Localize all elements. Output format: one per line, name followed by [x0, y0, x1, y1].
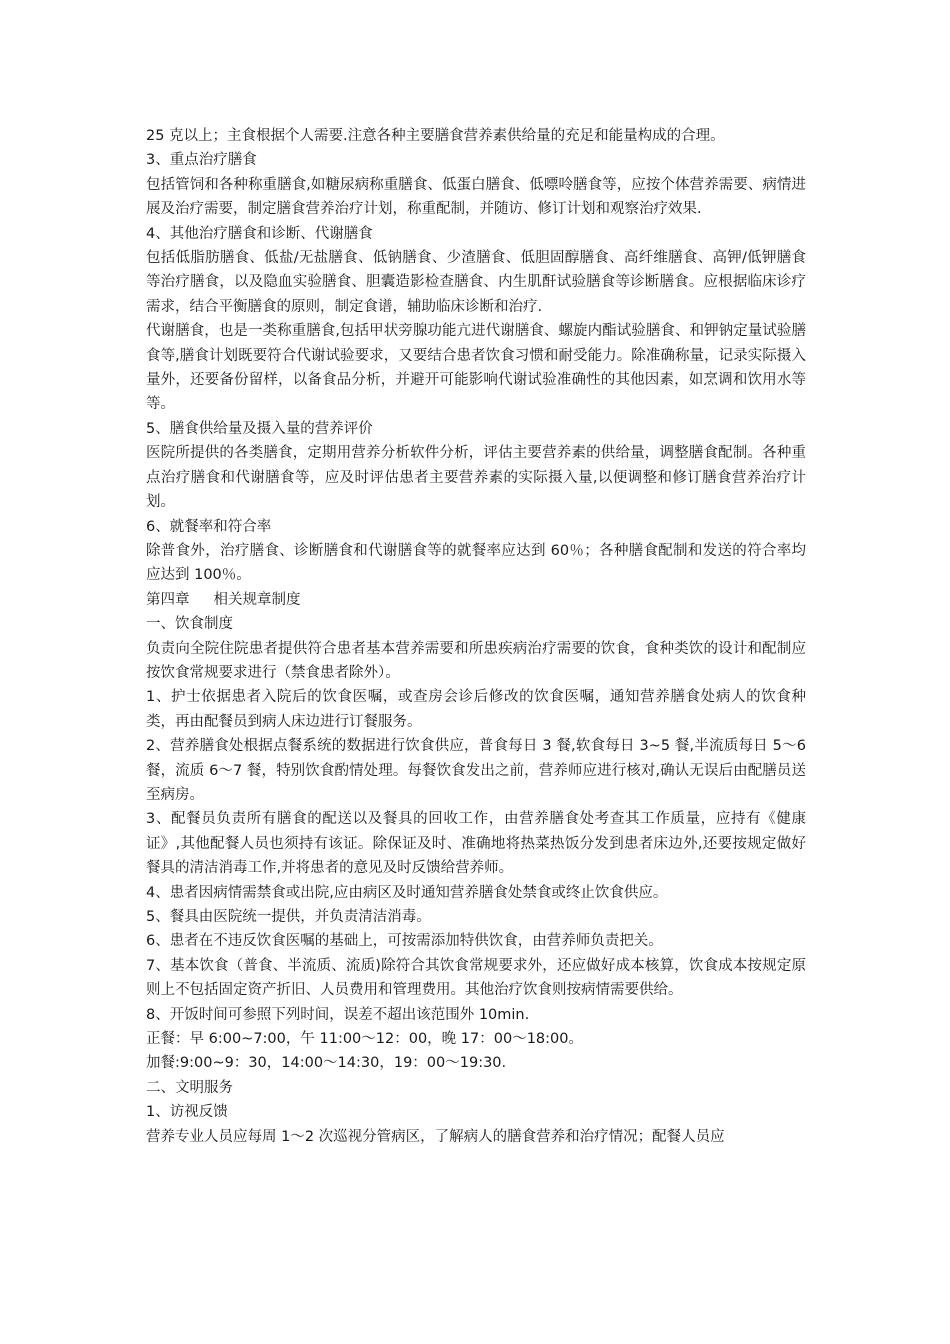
paragraph: 加餐:9:00~9：30，14:00～14:30，19：00～19:30. [146, 1055, 507, 1072]
section-heading: 6、就餐率和符合率 [146, 518, 272, 535]
section-heading: 3、重点治疗膳食 [146, 152, 257, 169]
paragraph: 2、营养膳食处根据点餐系统的数据进行饮食供应，普食每日 3 餐,软食每日 3~5 餐,半流质每日 5～6 餐，流质 6～7 餐，特别饮食酌情处理。每餐饮食发出之前，营养师应进行核对,确认无误后由配膳员送至病房。 [146, 738, 806, 803]
section-heading: 5、膳食供给量及摄入量的营养评价 [146, 420, 373, 437]
document-page [146, 124, 806, 1149]
section-heading: 一、饮食制度 [146, 616, 233, 633]
paragraph: 代谢膳食，也是一类称重膳食,包括甲状旁腺功能亢进代谢膳食、螺旋内酯试验膳食、和钾钠定量试验膳食等,膳食计划既要符合代谢试验要求，又要结合患者饮食习惯和耐受能力。除准确称量，记录实际摄入量外，还要备份留样，以备食品分析，并避开可能影响代谢试验准确性的其他因素，如烹调和饮用水等等。 [146, 323, 806, 413]
paragraph: 7、基本饮食（普食、半流质、流质)除符合其饮食常规要求外，还应做好成本核算，饮食成本按规定原则上不包括固定资产折旧、人员费用和管理费用。其他治疗饮食则按病情需要供给。 [146, 957, 806, 999]
paragraph: 医院所提供的各类膳食，定期用营养分析软件分析，评估主要营养素的供给量，调整膳食配制。各种重点治疗膳食和代谢膳食等，应及时评估患者主要营养素的实际摄入量,以便调整和修订膳食营养治疗计划。 [146, 445, 806, 511]
paragraph: 正餐：早 6:00~7:00，午 11:00～12：00，晚 17：00～18:00。 [146, 1031, 583, 1048]
section-heading: 二、文明服务 [146, 1079, 233, 1096]
paragraph: 1、护士依据患者入院后的饮食医嘱，或查房会诊后修改的饮食医嘱，通知营养膳食处病人的饮食种类，再由配餐员到病人床边进行订餐服务。 [146, 689, 806, 730]
paragraph: 除普食外，治疗膳食、诊断膳食和代谢膳食等的就餐率应达到 60％；各种膳食配制和发送的符合率均应达到 100％。 [146, 542, 806, 584]
chapter-heading [146, 588, 806, 612]
paragraph: 6、患者在不违反饮食医嘱的基础上，可按需添加特供饮食，由营养师负责把关。 [146, 933, 663, 950]
section-heading: 4、其他治疗膳食和诊断、代谢膳食 [146, 225, 373, 242]
section-heading: 1、访视反馈 [146, 1104, 228, 1121]
paragraph: 包括低脂肪膳食、低盐/无盐膳食、低钠膳食、少渣膳食、低胆固醇膳食、高纤维膳食、高钾/低钾膳食等治疗膳食，以及隐血实验膳食、胆囊造影检查膳食、内生肌酐试验膳食等诊断膳食。应根据临床诊疗需求，结合平衡膳食的原则，制定食谱，辅助临床诊断和治疗. [146, 250, 806, 315]
paragraph: 4、患者因病情需禁食或出院,应由病区及时通知营养膳食处禁食或终止饮食供应。 [146, 884, 668, 901]
paragraph: 营养专业人员应每周 1～2 次巡视分管病区，了解病人的膳食营养和治疗情况；配餐人员应 [146, 1128, 725, 1145]
paragraph: 负责向全院住院患者提供符合患者基本营养需要和所患疾病治疗需要的饮食，食种类饮的设计和配制应按饮食常规要求进行（禁食患者除外）。 [146, 640, 806, 681]
chapter-number: 第四章 [146, 591, 190, 608]
paragraph: 25 克以上；主食根据个人需要.注意各种主要膳食营养素供给量的充足和能量构成的合理。 [146, 128, 725, 144]
paragraph: 8、开饭时间可参照下列时间，误差不超出该范围外 10min. [146, 1006, 530, 1023]
paragraph: 包括管饲和各种称重膳食,如糖尿病称重膳食、低蛋白膳食、低嘌呤膳食等，应按个体营养需要、病情进展及治疗需要，制定膳食营养治疗计划，称重配制，并随访、修订计划和观察治疗效果. [146, 176, 806, 218]
chapter-title: 相关规章制度 [213, 591, 301, 608]
paragraph: 3、配餐员负责所有膳食的配送以及餐具的回收工作，由营养膳食处考查其工作质量，应持有《健康证》,其他配餐人员也须持有该证。除保证及时、准确地将热菜热饭分发到患者床边外,还要按规定做好餐具的清洁消毒工作,并将患者的意见及时反馈给营养师。 [146, 811, 806, 877]
paragraph: 5、餐具由医院统一提供，并负责清洁消毒。 [146, 909, 431, 925]
